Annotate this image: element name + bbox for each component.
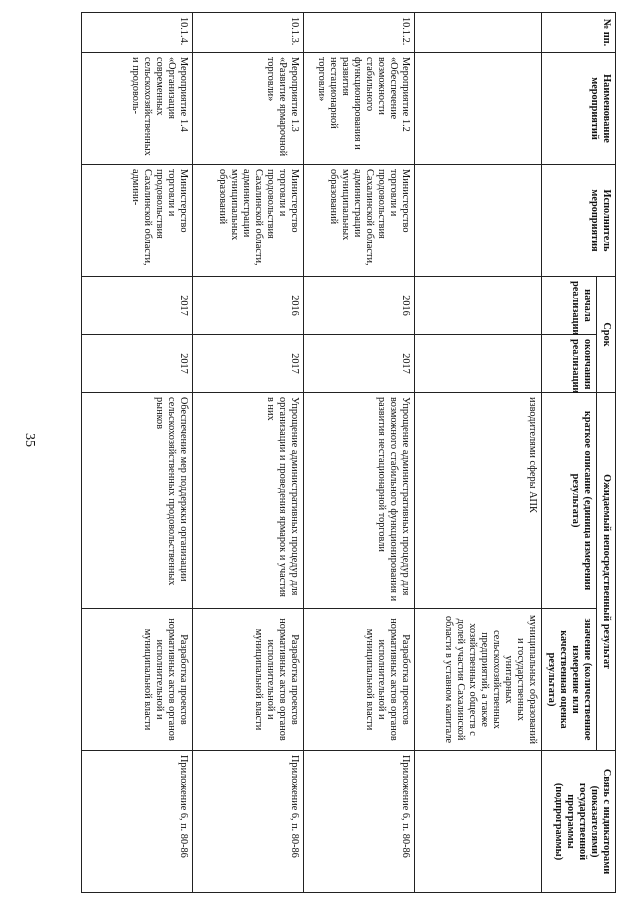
- page-number: 35: [22, 433, 37, 447]
- program-table: [81, 12, 616, 893]
- cell-executor: [415, 165, 542, 277]
- cell-desc: Обеспечение мер поддержки организации сельскохозяйственных продовольственных рынков: [82, 393, 193, 609]
- cell-value: Разработка проектов нормативных актов органов исполнительной и муниципальной власти: [82, 609, 193, 751]
- cell-end: 2017: [304, 335, 415, 393]
- cell-value: Разработка проектов нормативных актов органов исполнительной и муниципальной власти: [304, 609, 415, 751]
- header-link: Связь с индикаторами (показателями) государственной программы (подпрограммы): [542, 751, 616, 893]
- cell-end: 2017: [193, 335, 304, 393]
- header-row-1: [597, 13, 616, 893]
- table-row: [304, 13, 415, 893]
- cell-link: Приложение 6, п. 80-86: [304, 751, 415, 893]
- cell-desc: изводителями сферы АПК: [415, 393, 542, 609]
- header-term-start: начала реализации: [542, 277, 597, 335]
- cell-end: [415, 335, 542, 393]
- header-executor: Исполнитель мероприятия: [542, 165, 616, 277]
- header-short-desc: краткое описание (единица измерения результата): [542, 393, 597, 609]
- cell-link: Приложение 6, п. 80-86: [193, 751, 304, 893]
- cell-num: 10.1.3.: [193, 13, 304, 53]
- cell-start: 2016: [304, 277, 415, 335]
- rotated-table-container: [96, 12, 616, 892]
- cell-start: 2016: [193, 277, 304, 335]
- cell-desc: Упрощение административных процедур для возможного стабильного функционирования и развития нестационарной торговли: [304, 393, 415, 609]
- table-row: [193, 13, 304, 893]
- table-row: [415, 13, 542, 893]
- cell-link: Приложение 6, п. 80-86: [82, 751, 193, 893]
- cell-end: 2017: [82, 335, 193, 393]
- table-row: [82, 13, 193, 893]
- cell-value: муниципальных образований и государственных унитарных сельскохозяйственных предприятий, а также хозяйственных обществ с долей участия Сахалинской области в уставном капитале: [415, 609, 542, 751]
- cell-value: Разработка проектов нормативных актов органов исполнительной и муниципальной власти: [193, 609, 304, 751]
- cell-num: [415, 13, 542, 53]
- header-term-end: окончания реализации: [542, 335, 597, 393]
- cell-name: [415, 53, 542, 165]
- cell-num: 10.1.4.: [82, 13, 193, 53]
- header-value: значение (количественное измерение или качественная оценка результата): [542, 609, 597, 751]
- cell-link: [415, 751, 542, 893]
- cell-name: Мероприятие 1.4 «Организация современных сельскохозяйственных и продоволь-: [82, 53, 193, 165]
- cell-name: Мероприятие 1.2 «Обеспечение возможности стабильного функционирования и развития нестационарной торговли»: [304, 53, 415, 165]
- cell-executor: Министерство торговли и продовольствия Сахалинской области, администрации муниципальных образований: [193, 165, 304, 277]
- cell-desc: Упрощение административных процедур для организации и проведения ярмарок и участия в них: [193, 393, 304, 609]
- header-term: Срок: [597, 277, 616, 393]
- header-num: № пп.: [542, 13, 616, 53]
- cell-num: 10.1.2.: [304, 13, 415, 53]
- header-name: Наименование мероприятий: [542, 53, 616, 165]
- cell-executor: Министерство торговли и продовольствия Сахалинской области, администрации муниципальных образований: [304, 165, 415, 277]
- cell-start: [415, 277, 542, 335]
- cell-start: 2017: [82, 277, 193, 335]
- cell-name: Мероприятие 1.3 «Развитие ярмарочной торговли»: [193, 53, 304, 165]
- cell-executor: Министерство торговли и продовольствия Сахалинской области, админи-: [82, 165, 193, 277]
- header-expected: Ожидаемый непосредственный результат: [597, 393, 616, 751]
